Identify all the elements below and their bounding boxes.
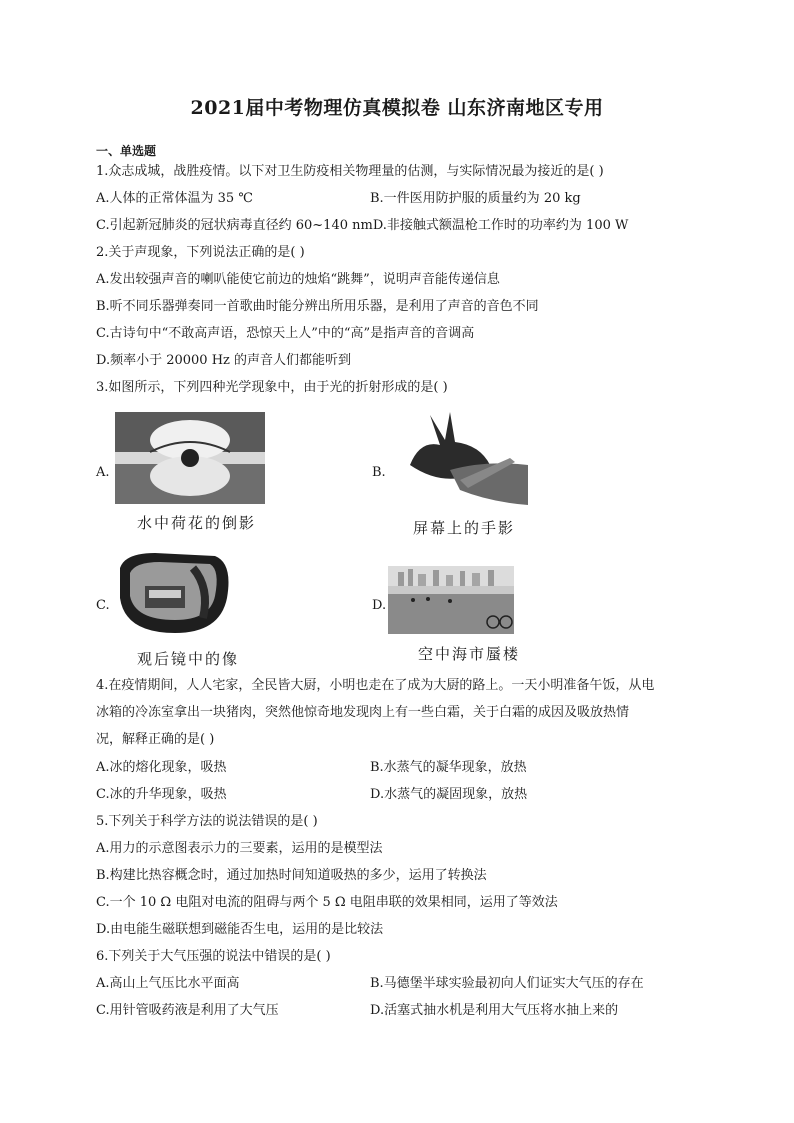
question-3-label-c: C. (96, 598, 110, 613)
question-3-caption-d: 空中海市蜃楼 (418, 645, 521, 663)
question-2-option-d: D.频率小于 20000 Hz 的声音人们都能听到 (96, 353, 352, 368)
mirage-image (388, 566, 514, 634)
question-5-option-b: B.构建比热容概念时，通过加热时间知道吸热的多少，运用了转换法 (96, 868, 487, 883)
question-6-option-d: D.活塞式抽水机是利用大气压将水抽上来的 (370, 1003, 619, 1018)
question-6-stem: 6.下列关于大气压强的说法中错误的是( ) (96, 949, 331, 964)
question-3-caption-b: 屏幕上的手影 (413, 519, 516, 537)
lotus-reflection-image (115, 412, 265, 504)
question-4-stem-line-3: 况，解释正确的是( ) (96, 732, 215, 747)
page-title: 2021届中考物理仿真模拟卷 山东济南地区专用 (190, 97, 604, 119)
question-4-option-a: A.冰的熔化现象，吸热 (96, 760, 227, 775)
question-2-option-b: B.听不同乐器弹奏同一首歌曲时能分辨出所用乐器，是利用了声音的音色不同 (96, 299, 539, 314)
question-1-option-cd: C.引起新冠肺炎的冠状病毒直径约 60~140 nmD.非接触式额温枪工作时的功率约为 100 W (96, 218, 629, 233)
question-3-label-a: A. (96, 465, 110, 480)
question-5-stem: 5.下列关于科学方法的说法错误的是( ) (96, 814, 318, 829)
question-4-option-b: B.水蒸气的凝华现象，放热 (370, 760, 527, 775)
question-1-option-b: B.一件医用防护服的质量约为 20 kg (370, 191, 581, 206)
question-2-stem: 2.关于声现象，下列说法正确的是( ) (96, 245, 305, 260)
question-1-option-a: A.人体的正常体温为 35 ℃ (96, 191, 253, 206)
question-6-option-a: A.高山上气压比水平面高 (96, 976, 240, 991)
question-1-stem: 1.众志成城，战胜疫情。以下对卫生防疫相关物理量的估测，与实际情况最为接近的是( ) (96, 164, 604, 179)
question-3-caption-c: 观后镜中的像 (137, 650, 240, 668)
question-4-stem-line-2: 冰箱的冷冻室拿出一块猪肉，突然他惊奇地发现肉上有一些白霜，关于白霜的成因及吸放热情 (96, 705, 630, 720)
question-5-option-d: D.由电能生磁联想到磁能否生电，运用的是比较法 (96, 922, 384, 937)
question-6-option-b: B.马德堡半球实验最初向人们证实大气压的存在 (370, 976, 644, 991)
question-3-label-d: D. (372, 598, 387, 613)
question-3-stem: 3.如图所示，下列四种光学现象中，由于光的折射形成的是( ) (96, 380, 448, 395)
question-5-option-c: C.一个 10 Ω 电阻对电流的阻碍与两个 5 Ω 电阻串联的效果相同，运用了等效法 (96, 895, 558, 910)
rearview-mirror-image (115, 548, 235, 638)
question-2-option-a: A.发出较强声音的喇叭能使它前边的烛焰“跳舞”，说明声音能传递信息 (96, 272, 500, 287)
question-2-option-c: C.古诗句中“不敢高声语，恐惊天上人”中的“高”是指声音的音调高 (96, 326, 475, 341)
question-5-option-a: A.用力的示意图表示力的三要素，运用的是模型法 (96, 841, 383, 856)
question-4-option-c: C.冰的升华现象，吸热 (96, 787, 227, 802)
question-3-caption-a: 水中荷花的倒影 (137, 514, 257, 532)
hand-shadow-image (390, 410, 530, 508)
question-4-stem-line-1: 4.在疫情期间，人人宅家，全民皆大厨，小明也走在了成为大厨的路上。一天小明准备午饭，从电 (96, 678, 655, 693)
question-6-option-c: C.用针管吸药液是利用了大气压 (96, 1003, 279, 1018)
section-heading: 一、单选题 (96, 144, 157, 158)
question-4-option-d: D.水蒸气的凝固现象，放热 (370, 787, 528, 802)
question-3-label-b: B. (372, 465, 386, 480)
